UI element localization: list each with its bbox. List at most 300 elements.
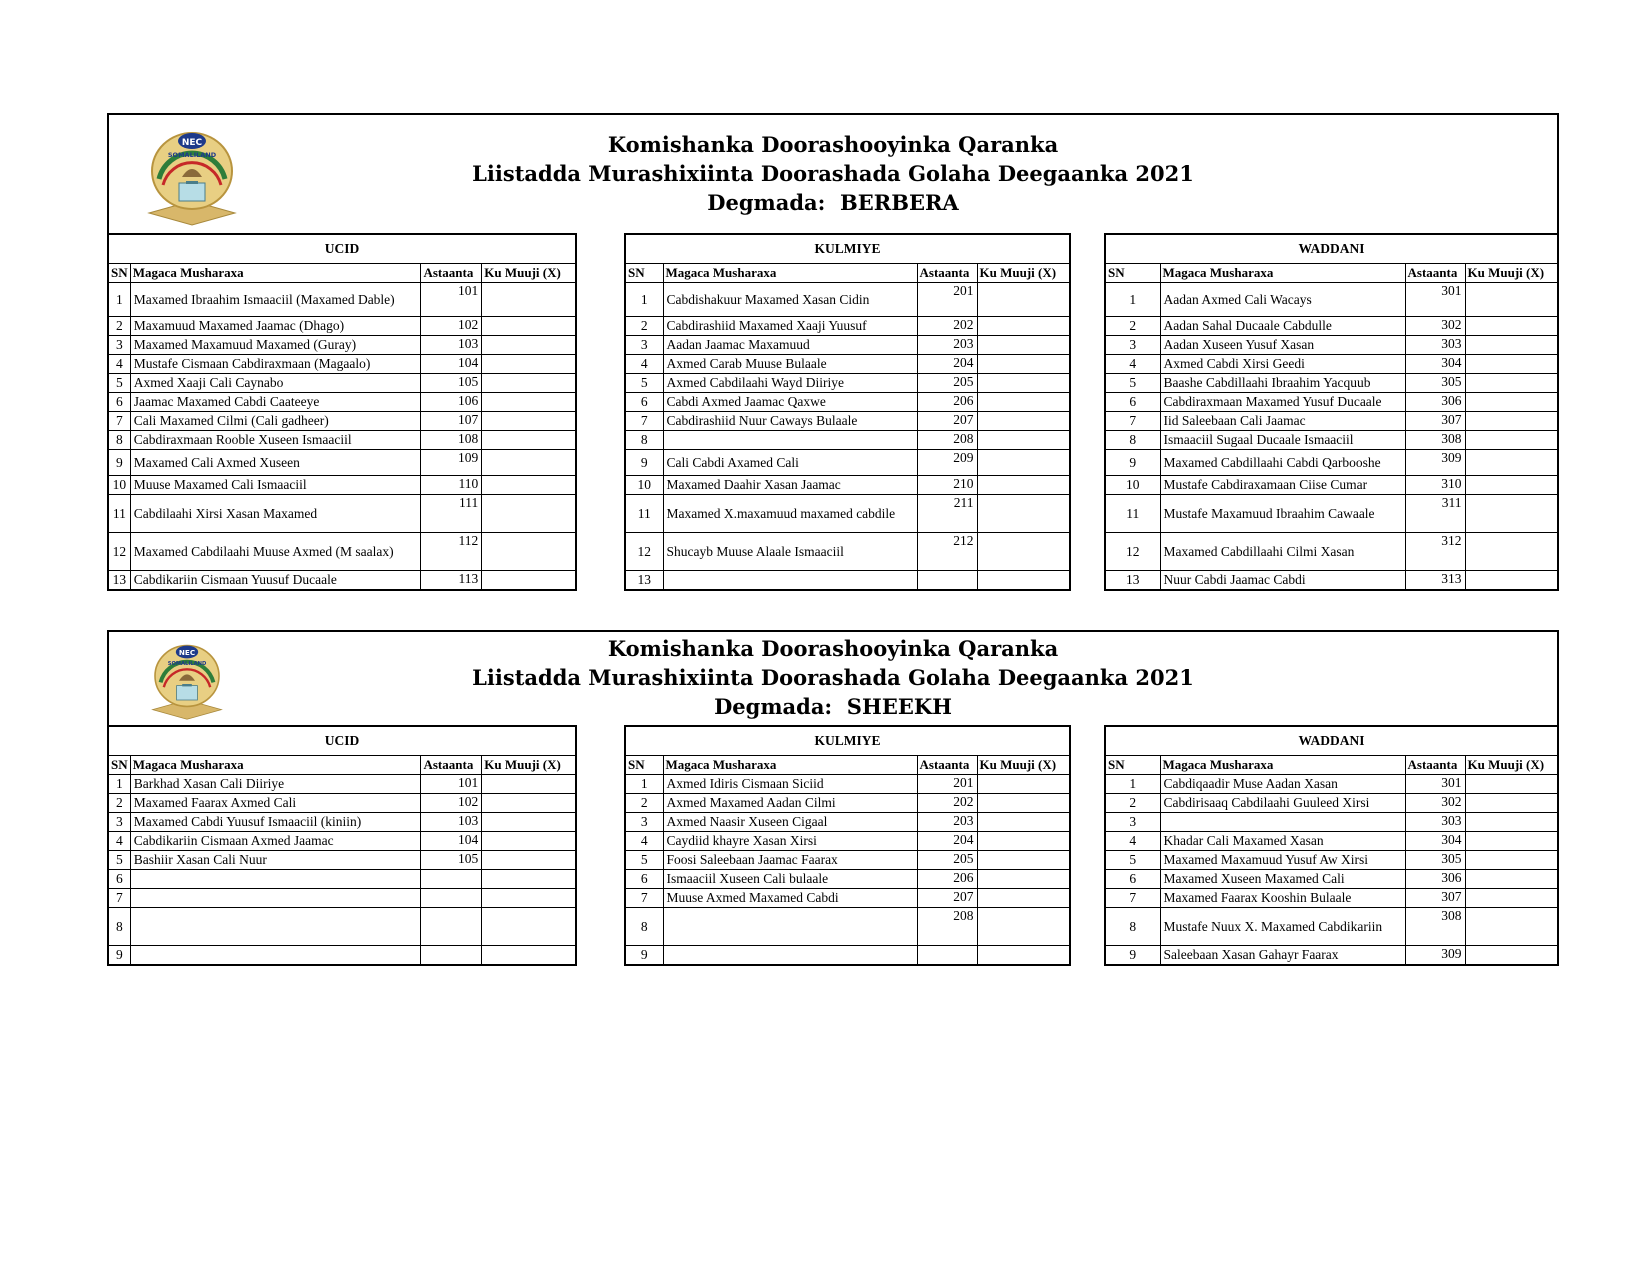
candidate-sn: 11 — [625, 495, 663, 533]
candidate-symbol: 210 — [917, 476, 977, 495]
candidate-symbol: 106 — [421, 393, 482, 412]
candidate-symbol: 102 — [421, 794, 482, 813]
candidate-name: Shucayb Muuse Alaale Ismaaciil — [663, 533, 917, 571]
candidate-sn: 1 — [625, 775, 663, 794]
vote-mark-cell[interactable] — [1465, 908, 1558, 946]
candidate-sn: 10 — [108, 476, 130, 495]
candidate-row — [625, 775, 1070, 794]
vote-mark-cell[interactable] — [1465, 283, 1558, 317]
vote-mark-cell[interactable] — [1465, 813, 1558, 832]
vote-mark-cell[interactable] — [1465, 476, 1558, 495]
candidate-sn: 10 — [1105, 476, 1160, 495]
candidate-name: Axmed Naasir Xuseen Cigaal — [663, 813, 917, 832]
candidate-symbol: 109 — [421, 450, 482, 476]
candidate-symbol — [421, 908, 482, 946]
candidate-row — [1105, 571, 1558, 590]
column-header-name: Magaca Musharaxa — [1160, 264, 1405, 283]
candidate-row — [1105, 775, 1558, 794]
candidate-symbol: 212 — [917, 533, 977, 571]
column-header-sn: SN — [108, 756, 130, 775]
candidate-name: Cabdishakuur Maxamed Xasan Cidin — [663, 283, 917, 317]
candidate-symbol — [421, 889, 482, 908]
candidate-name: Mustafe Nuux X. Maxamed Cabdikariin — [1160, 908, 1405, 946]
candidate-sn: 13 — [625, 571, 663, 590]
candidate-row — [108, 832, 576, 851]
candidate-symbol: 202 — [917, 794, 977, 813]
candidate-symbol — [917, 571, 977, 590]
candidate-name: Bashiir Xasan Cali Nuur — [130, 851, 421, 870]
candidate-name: Axmed Maxamed Aadan Cilmi — [663, 794, 917, 813]
vote-mark-cell[interactable] — [482, 355, 576, 374]
candidate-name: Maxamed Daahir Xasan Jaamac — [663, 476, 917, 495]
candidate-row — [625, 283, 1070, 317]
candidate-sn: 4 — [1105, 832, 1160, 851]
district-block-berbera — [107, 113, 1559, 595]
candidate-row — [108, 908, 576, 946]
candidate-name: Aadan Xuseen Yusuf Xasan — [1160, 336, 1405, 355]
candidate-symbol: 309 — [1405, 946, 1465, 965]
vote-mark-cell[interactable] — [977, 794, 1070, 813]
candidate-symbol — [421, 946, 482, 965]
candidate-symbol: 208 — [917, 908, 977, 946]
candidate-sn: 7 — [625, 412, 663, 431]
vote-mark-cell[interactable] — [482, 832, 576, 851]
candidate-name — [130, 870, 421, 889]
candidate-name: Axmed Xaaji Cali Caynabo — [130, 374, 421, 393]
column-header-mark: Ku Muuji (X) — [482, 264, 576, 283]
nec-logo-icon — [137, 636, 237, 720]
candidate-row — [108, 794, 576, 813]
vote-mark-cell[interactable] — [1465, 775, 1558, 794]
vote-mark-cell[interactable] — [977, 336, 1070, 355]
candidate-row — [1105, 283, 1558, 317]
candidate-symbol: 306 — [1405, 870, 1465, 889]
party-table-waddani — [1104, 233, 1559, 591]
candidate-row — [1105, 336, 1558, 355]
candidate-name: Barkhad Xasan Cali Diiriye — [130, 775, 421, 794]
column-header-sn: SN — [108, 264, 130, 283]
candidate-symbol: 302 — [1405, 794, 1465, 813]
vote-mark-cell[interactable] — [1465, 946, 1558, 965]
candidate-symbol: 208 — [917, 431, 977, 450]
candidate-symbol: 312 — [1405, 533, 1465, 571]
candidate-sn: 11 — [108, 495, 130, 533]
party-name: KULMIYE — [625, 726, 1070, 756]
vote-mark-cell[interactable] — [482, 450, 576, 476]
vote-mark-cell[interactable] — [482, 431, 576, 450]
candidate-name: Muuse Axmed Maxamed Cabdi — [663, 889, 917, 908]
party-table-kulmiye — [624, 725, 1071, 966]
candidate-row — [625, 794, 1070, 813]
candidate-row — [1105, 450, 1558, 476]
candidate-name: Axmed Cabdi Xirsi Geedi — [1160, 355, 1405, 374]
candidate-symbol: 205 — [917, 374, 977, 393]
vote-mark-cell[interactable] — [482, 851, 576, 870]
vote-mark-cell[interactable] — [977, 908, 1070, 946]
candidate-row — [108, 889, 576, 908]
block-header — [107, 113, 1559, 233]
candidate-row — [1105, 355, 1558, 374]
vote-mark-cell[interactable] — [1465, 336, 1558, 355]
candidate-sn: 3 — [625, 336, 663, 355]
vote-mark-cell[interactable] — [1465, 431, 1558, 450]
candidate-sn: 2 — [625, 794, 663, 813]
candidate-name: Cabdiqaadir Muse Aadan Xasan — [1160, 775, 1405, 794]
candidate-row — [108, 813, 576, 832]
district-label: Degmada: SHEEKH — [714, 694, 952, 719]
party-name: WADDANI — [1105, 234, 1558, 264]
vote-mark-cell[interactable] — [482, 283, 576, 317]
vote-mark-cell[interactable] — [977, 571, 1070, 590]
candidate-row — [625, 476, 1070, 495]
candidate-sn: 7 — [1105, 412, 1160, 431]
candidate-row — [108, 775, 576, 794]
candidate-symbol: 302 — [1405, 317, 1465, 336]
candidate-sn: 9 — [108, 450, 130, 476]
vote-mark-cell[interactable] — [482, 476, 576, 495]
column-header-sn: SN — [1105, 264, 1160, 283]
candidate-row — [108, 533, 576, 571]
candidate-row — [108, 283, 576, 317]
candidate-name — [663, 908, 917, 946]
vote-mark-cell[interactable] — [977, 450, 1070, 476]
candidate-symbol: 203 — [917, 336, 977, 355]
candidate-name: Maxamed Maxamuud Maxamed (Guray) — [130, 336, 421, 355]
vote-mark-cell[interactable] — [977, 870, 1070, 889]
candidate-sn: 9 — [1105, 946, 1160, 965]
svg-text:NEC: NEC — [181, 138, 203, 148]
candidate-row — [625, 889, 1070, 908]
candidate-sn: 8 — [1105, 908, 1160, 946]
candidate-row — [1105, 374, 1558, 393]
column-header-symbol: Astaanta — [917, 264, 977, 283]
candidate-name: Cabdirashiid Maxamed Xaaji Yuusuf — [663, 317, 917, 336]
vote-mark-cell[interactable] — [1465, 851, 1558, 870]
candidate-row — [108, 495, 576, 533]
candidate-sn: 8 — [625, 431, 663, 450]
candidate-symbol: 307 — [1405, 889, 1465, 908]
candidate-name: Cabdiraxmaan Maxamed Yusuf Ducaale — [1160, 393, 1405, 412]
candidate-sn: 1 — [1105, 283, 1160, 317]
candidate-row — [108, 317, 576, 336]
candidate-sn: 8 — [108, 431, 130, 450]
candidate-symbol: 113 — [421, 571, 482, 590]
party-table-waddani — [1104, 725, 1559, 966]
vote-mark-cell[interactable] — [977, 355, 1070, 374]
candidate-row — [1105, 476, 1558, 495]
vote-mark-cell[interactable] — [977, 851, 1070, 870]
candidate-symbol: 206 — [917, 393, 977, 412]
candidate-row — [625, 317, 1070, 336]
vote-mark-cell[interactable] — [977, 495, 1070, 533]
candidate-sn: 5 — [625, 374, 663, 393]
candidate-sn: 8 — [625, 908, 663, 946]
candidate-name — [130, 908, 421, 946]
vote-mark-cell[interactable] — [1465, 533, 1558, 571]
candidate-name: Maxamed Maxamuud Yusuf Aw Xirsi — [1160, 851, 1405, 870]
candidate-row — [108, 476, 576, 495]
block-header — [107, 630, 1559, 725]
candidate-row — [625, 355, 1070, 374]
candidate-sn: 3 — [108, 336, 130, 355]
candidate-name: Cabdirisaaq Cabdilaahi Guuleed Xirsi — [1160, 794, 1405, 813]
vote-mark-cell[interactable] — [482, 393, 576, 412]
candidate-sn: 6 — [625, 870, 663, 889]
candidate-row — [1105, 889, 1558, 908]
candidate-symbol: 309 — [1405, 450, 1465, 476]
vote-mark-cell[interactable] — [1465, 393, 1558, 412]
candidate-name: Cabdi Axmed Jaamac Qaxwe — [663, 393, 917, 412]
candidate-symbol: 204 — [917, 355, 977, 374]
candidate-symbol: 307 — [1405, 412, 1465, 431]
vote-mark-cell[interactable] — [482, 412, 576, 431]
candidate-row — [625, 832, 1070, 851]
vote-mark-cell[interactable] — [977, 431, 1070, 450]
candidate-sn: 6 — [1105, 393, 1160, 412]
vote-mark-cell[interactable] — [482, 794, 576, 813]
candidate-sn: 4 — [108, 832, 130, 851]
district-label: Degmada: BERBERA — [707, 190, 959, 215]
column-header-name: Magaca Musharaxa — [130, 264, 421, 283]
candidate-row — [108, 393, 576, 412]
candidate-row — [1105, 908, 1558, 946]
svg-text:SOMALILAND: SOMALILAND — [167, 660, 207, 667]
candidate-symbol: 311 — [1405, 495, 1465, 533]
candidate-sn: 2 — [108, 317, 130, 336]
candidate-row — [1105, 813, 1558, 832]
candidate-name: Maxamed Faarax Kooshin Bulaale — [1160, 889, 1405, 908]
candidate-row — [625, 412, 1070, 431]
candidate-sn: 9 — [108, 946, 130, 965]
vote-mark-cell[interactable] — [977, 813, 1070, 832]
candidate-symbol: 201 — [917, 775, 977, 794]
candidate-sn: 1 — [108, 775, 130, 794]
candidate-row — [1105, 870, 1558, 889]
column-header-sn: SN — [625, 264, 663, 283]
party-name: KULMIYE — [625, 234, 1070, 264]
candidate-name: Cabdiraxmaan Rooble Xuseen Ismaaciil — [130, 431, 421, 450]
candidate-row — [108, 571, 576, 590]
candidate-sn: 13 — [108, 571, 130, 590]
candidate-name: Baashe Cabdillaahi Ibraahim Yacquub — [1160, 374, 1405, 393]
candidate-sn: 13 — [1105, 571, 1160, 590]
candidate-name: Maxamed Cabdillaahi Cabdi Qarbooshe — [1160, 450, 1405, 476]
vote-mark-cell[interactable] — [482, 889, 576, 908]
candidate-name: Khadar Cali Maxamed Xasan — [1160, 832, 1405, 851]
candidate-row — [108, 374, 576, 393]
candidate-sn: 7 — [625, 889, 663, 908]
vote-mark-cell[interactable] — [482, 374, 576, 393]
page-title: Komishanka Doorashooyinka Qaranka — [607, 132, 1059, 157]
nec-logo-icon — [137, 121, 247, 226]
candidate-name: Maxamed Xuseen Maxamed Cali — [1160, 870, 1405, 889]
candidate-row — [108, 946, 576, 965]
candidate-sn: 2 — [108, 794, 130, 813]
vote-mark-cell[interactable] — [977, 393, 1070, 412]
candidate-symbol: 107 — [421, 412, 482, 431]
candidate-symbol: 201 — [917, 283, 977, 317]
candidate-name: Muuse Maxamed Cali Ismaaciil — [130, 476, 421, 495]
column-header-name: Magaca Musharaxa — [663, 264, 917, 283]
candidate-symbol: 303 — [1405, 813, 1465, 832]
candidate-sn: 3 — [1105, 336, 1160, 355]
candidate-symbol: 203 — [917, 813, 977, 832]
candidate-row — [625, 450, 1070, 476]
candidate-name: Maxamed Cabdi Yuusuf Ismaaciil (kiniin) — [130, 813, 421, 832]
column-header-symbol: Astaanta — [421, 264, 482, 283]
vote-mark-cell[interactable] — [1465, 355, 1558, 374]
candidate-row — [625, 571, 1070, 590]
candidate-symbol: 207 — [917, 889, 977, 908]
candidate-row — [108, 412, 576, 431]
vote-mark-cell[interactable] — [977, 412, 1070, 431]
candidate-name — [663, 431, 917, 450]
candidate-row — [108, 431, 576, 450]
candidate-name — [1160, 813, 1405, 832]
candidate-row — [108, 851, 576, 870]
candidate-name: Maxamed Cabdilaahi Muuse Axmed (M saalax) — [130, 533, 421, 571]
vote-mark-cell[interactable] — [977, 775, 1070, 794]
vote-mark-cell[interactable] — [482, 870, 576, 889]
candidate-symbol: 305 — [1405, 374, 1465, 393]
vote-mark-cell[interactable] — [977, 946, 1070, 965]
candidate-row — [625, 851, 1070, 870]
candidate-sn: 5 — [108, 851, 130, 870]
column-header-name: Magaca Musharaxa — [130, 756, 421, 775]
candidate-name — [663, 946, 917, 965]
candidate-name: Axmed Carab Muuse Bulaale — [663, 355, 917, 374]
candidate-symbol: 310 — [1405, 476, 1465, 495]
district-block-sheekh — [107, 630, 1559, 965]
candidate-name: Aadan Axmed Cali Wacays — [1160, 283, 1405, 317]
vote-mark-cell[interactable] — [482, 495, 576, 533]
page-subtitle: Liistadda Murashixiinta Doorashada Golaha Deegaanka 2021 — [472, 665, 1194, 690]
candidate-symbol — [917, 946, 977, 965]
vote-mark-cell[interactable] — [482, 571, 576, 590]
candidate-sn: 3 — [1105, 813, 1160, 832]
vote-mark-cell[interactable] — [1465, 571, 1558, 590]
page-title: Komishanka Doorashooyinka Qaranka — [607, 636, 1059, 661]
candidate-sn: 4 — [108, 355, 130, 374]
party-name: UCID — [108, 726, 576, 756]
candidate-sn: 2 — [1105, 317, 1160, 336]
candidate-name: Cali Maxamed Cilmi (Cali gadheer) — [130, 412, 421, 431]
candidate-symbol: 305 — [1405, 851, 1465, 870]
party-table-ucid — [107, 233, 577, 591]
candidate-sn: 4 — [625, 355, 663, 374]
candidate-symbol: 202 — [917, 317, 977, 336]
vote-mark-cell[interactable] — [482, 317, 576, 336]
candidate-row — [625, 813, 1070, 832]
candidate-name: Cali Cabdi Axamed Cali — [663, 450, 917, 476]
candidate-row — [108, 355, 576, 374]
vote-mark-cell[interactable] — [482, 908, 576, 946]
candidate-row — [625, 533, 1070, 571]
column-header-symbol: Astaanta — [1405, 756, 1465, 775]
candidate-row — [625, 393, 1070, 412]
candidate-name: Axmed Cabdilaahi Wayd Diiriye — [663, 374, 917, 393]
candidate-name: Ismaaciil Xuseen Cali bulaale — [663, 870, 917, 889]
candidate-symbol: 308 — [1405, 431, 1465, 450]
candidate-symbol: 206 — [917, 870, 977, 889]
candidate-row — [1105, 794, 1558, 813]
candidate-row — [1105, 832, 1558, 851]
party-name: UCID — [108, 234, 576, 264]
vote-mark-cell[interactable] — [977, 283, 1070, 317]
column-header-symbol: Astaanta — [1405, 264, 1465, 283]
vote-mark-cell[interactable] — [1465, 832, 1558, 851]
vote-mark-cell[interactable] — [482, 533, 576, 571]
candidate-name: Mustafe Cabdiraxamaan Ciise Cumar — [1160, 476, 1405, 495]
candidate-sn: 9 — [625, 450, 663, 476]
candidate-symbol: 101 — [421, 775, 482, 794]
candidate-name: Ismaaciil Sugaal Ducaale Ismaaciil — [1160, 431, 1405, 450]
candidate-symbol: 110 — [421, 476, 482, 495]
vote-mark-cell[interactable] — [1465, 794, 1558, 813]
candidate-symbol — [421, 870, 482, 889]
candidate-sn: 11 — [1105, 495, 1160, 533]
vote-mark-cell[interactable] — [977, 476, 1070, 495]
candidate-name: Saleebaan Xasan Gahayr Faarax — [1160, 946, 1405, 965]
vote-mark-cell[interactable] — [1465, 374, 1558, 393]
vote-mark-cell[interactable] — [1465, 450, 1558, 476]
candidate-sn: 6 — [108, 870, 130, 889]
party-name: WADDANI — [1105, 726, 1558, 756]
candidate-sn: 9 — [625, 946, 663, 965]
candidate-row — [1105, 393, 1558, 412]
candidate-name: Nuur Cabdi Jaamac Cabdi — [1160, 571, 1405, 590]
column-header-mark: Ku Muuji (X) — [977, 756, 1070, 775]
vote-mark-cell[interactable] — [1465, 889, 1558, 908]
candidate-symbol: 211 — [917, 495, 977, 533]
vote-mark-cell[interactable] — [1465, 317, 1558, 336]
vote-mark-cell[interactable] — [977, 317, 1070, 336]
vote-mark-cell[interactable] — [1465, 412, 1558, 431]
candidate-sn: 12 — [625, 533, 663, 571]
candidate-name — [130, 946, 421, 965]
vote-mark-cell[interactable] — [482, 813, 576, 832]
candidate-row — [625, 946, 1070, 965]
candidate-sn: 12 — [1105, 533, 1160, 571]
candidate-symbol: 303 — [1405, 336, 1465, 355]
vote-mark-cell[interactable] — [1465, 495, 1558, 533]
vote-mark-cell[interactable] — [482, 775, 576, 794]
vote-mark-cell[interactable] — [977, 832, 1070, 851]
candidate-symbol: 101 — [421, 283, 482, 317]
candidate-symbol: 112 — [421, 533, 482, 571]
candidate-symbol: 105 — [421, 374, 482, 393]
vote-mark-cell[interactable] — [977, 374, 1070, 393]
candidate-sn: 3 — [108, 813, 130, 832]
candidate-sn: 5 — [1105, 374, 1160, 393]
candidate-name: Iid Saleebaan Cali Jaamac — [1160, 412, 1405, 431]
candidate-row — [625, 374, 1070, 393]
candidate-name: Foosi Saleebaan Jaamac Faarax — [663, 851, 917, 870]
vote-mark-cell[interactable] — [482, 336, 576, 355]
page-subtitle: Liistadda Murashixiinta Doorashada Golaha Deegaanka 2021 — [472, 161, 1194, 186]
svg-text:SOMALILAND: SOMALILAND — [167, 151, 217, 159]
candidate-sn: 8 — [1105, 431, 1160, 450]
vote-mark-cell[interactable] — [977, 889, 1070, 908]
candidate-sn: 4 — [625, 832, 663, 851]
vote-mark-cell[interactable] — [977, 533, 1070, 571]
candidate-name: Aadan Sahal Ducaale Cabdulle — [1160, 317, 1405, 336]
candidate-row — [1105, 317, 1558, 336]
vote-mark-cell[interactable] — [482, 946, 576, 965]
column-header-symbol: Astaanta — [421, 756, 482, 775]
vote-mark-cell[interactable] — [1465, 870, 1558, 889]
candidate-row — [1105, 431, 1558, 450]
